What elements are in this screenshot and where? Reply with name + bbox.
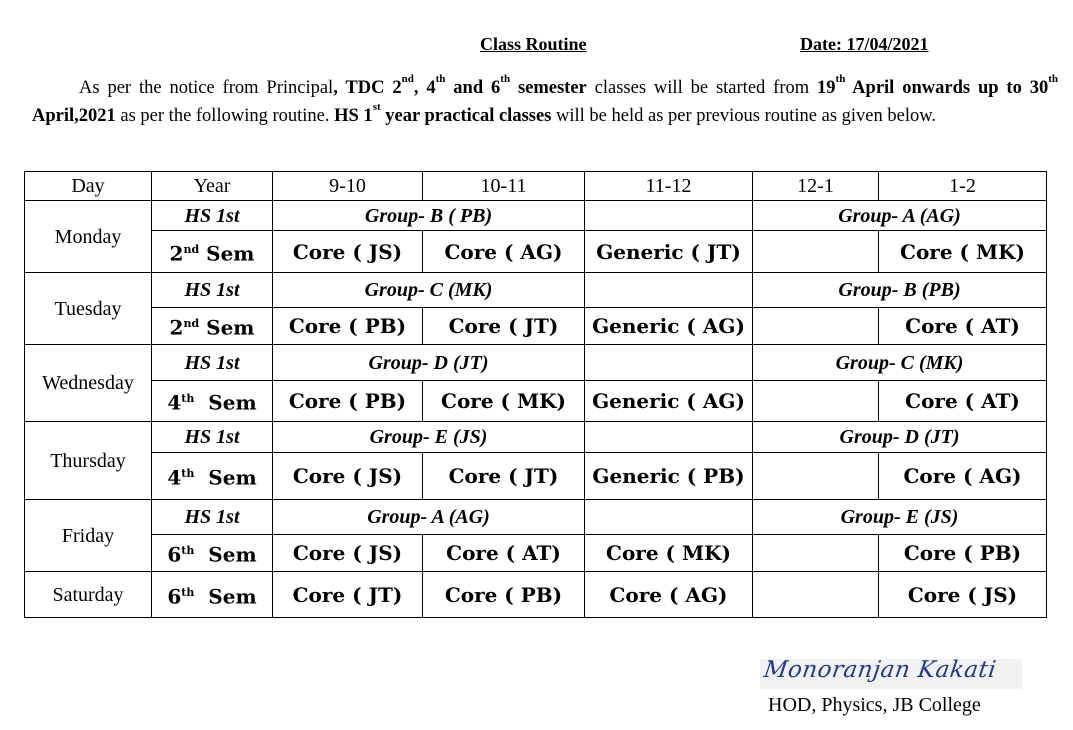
header-cell: 10-11 (423, 172, 585, 201)
day-cell: Tuesday (25, 273, 152, 345)
table-row (25, 231, 1047, 273)
year-cell: HS 1st (152, 201, 273, 231)
class-cell: Core ( AG) (423, 231, 585, 273)
empty-cell (585, 201, 753, 231)
empty-cell (585, 345, 753, 381)
notice-text: classes will be started from (586, 78, 818, 98)
class-cell: Core ( JS) (879, 572, 1047, 618)
group-cell: Group- A (AG) (273, 500, 585, 535)
class-cell: Core ( MK) (423, 381, 585, 422)
group-cell: Group- E (JS) (273, 422, 585, 453)
group-cell: Group- C (MK) (753, 345, 1047, 381)
table-row (25, 381, 1047, 422)
table-row (25, 572, 1047, 618)
table-row (25, 453, 1047, 500)
notice-text: As per the notice from Principal (79, 78, 334, 98)
class-cell: Core ( PB) (273, 308, 423, 345)
year-cell: HS 1st (152, 422, 273, 453)
day-cell: Monday (25, 201, 152, 273)
routine-date: Date: 17/04/2021 (800, 34, 929, 54)
group-cell: Group- B ( PB) (273, 201, 585, 231)
class-cell: Core ( JT) (423, 453, 585, 500)
notice-text: , 4 (413, 78, 436, 98)
class-cell: Core ( MK) (585, 535, 753, 572)
table-row (25, 201, 1047, 231)
notice-sup: th (835, 73, 846, 85)
empty-cell (753, 308, 879, 345)
class-cell: Core ( JT) (423, 308, 585, 345)
class-cell: Core ( JS) (273, 231, 423, 273)
empty-cell (753, 535, 879, 572)
year-cell (152, 535, 273, 572)
table-row (25, 273, 1047, 308)
table-row (25, 345, 1047, 381)
notice-text: and 6 (445, 78, 501, 98)
table-row (25, 308, 1047, 345)
header-cell: 11-12 (585, 172, 753, 201)
year-cell (152, 308, 273, 345)
class-cell: Core ( AT) (879, 308, 1047, 345)
notice-paragraph (32, 74, 1058, 130)
signature-caption: HOD, Physics, JB College (768, 694, 981, 716)
class-cell: Core ( AG) (585, 572, 753, 618)
class-cell: Core ( AT) (423, 535, 585, 572)
sem-suffix: th (181, 585, 195, 599)
routine-title: Class Routine (480, 34, 587, 54)
empty-cell (585, 500, 753, 535)
empty-cell (585, 273, 753, 308)
sem-label: Sem (208, 465, 257, 490)
notice-sup: nd (401, 73, 414, 85)
class-cell: Generic ( PB) (585, 453, 753, 500)
empty-cell (753, 453, 879, 500)
group-cell: Group- E (JS) (753, 500, 1047, 535)
class-cell: Core ( PB) (423, 572, 585, 618)
sem-number: 4 (167, 465, 182, 490)
signature-name: Monoranjan Kakati (762, 657, 999, 683)
empty-cell (753, 381, 879, 422)
year-cell (152, 381, 273, 422)
class-cell: Core ( JS) (273, 453, 423, 500)
notice-sup: th (500, 73, 511, 85)
header-cell: 1-2 (879, 172, 1047, 201)
class-cell: Core ( PB) (879, 535, 1047, 572)
notice-text: will be held as per previous routine as given below. (551, 106, 937, 126)
sem-suffix: th (181, 467, 195, 481)
sem-suffix: th (181, 544, 195, 558)
sem-label: Sem (208, 542, 257, 567)
sem-suffix: nd (183, 317, 200, 331)
year-cell: HS 1st (152, 273, 273, 308)
notice-text: 19 (817, 78, 836, 98)
sem-suffix: th (181, 392, 195, 406)
notice-text: semester (510, 78, 587, 98)
empty-cell (585, 422, 753, 453)
sem-number: 6 (167, 542, 182, 567)
sem-number: 6 (167, 584, 182, 609)
sem-suffix: nd (183, 242, 200, 256)
class-cell: Core ( MK) (879, 231, 1047, 273)
class-cell: Core ( JT) (273, 572, 423, 618)
table-row (25, 500, 1047, 535)
sem-number: 2 (169, 315, 184, 340)
empty-cell (753, 231, 879, 273)
group-cell: Group- B (PB) (753, 273, 1047, 308)
table-row (25, 535, 1047, 572)
year-cell (152, 572, 273, 618)
header-cell: Year (152, 172, 273, 201)
header-cell: 9-10 (273, 172, 423, 201)
group-cell: Group- D (JT) (273, 345, 585, 381)
class-cell: Core ( PB) (273, 381, 423, 422)
sem-label: Sem (208, 584, 257, 609)
class-cell: Generic ( JT) (585, 231, 753, 273)
class-cell: Core ( AG) (879, 453, 1047, 500)
day-cell: Wednesday (25, 345, 152, 422)
group-cell: Group- A (AG) (753, 201, 1047, 231)
notice-text: as per the following routine. (115, 106, 335, 126)
sem-number: 4 (167, 390, 182, 415)
year-cell: HS 1st (152, 345, 273, 381)
notice-text: , TDC 2 (333, 78, 402, 98)
table-header-row (25, 172, 1047, 201)
class-cell: Generic ( AG) (585, 308, 753, 345)
year-cell: HS 1st (152, 500, 273, 535)
group-cell: Group- C (MK) (273, 273, 585, 308)
day-cell: Friday (25, 500, 152, 572)
notice-sup: th (435, 73, 446, 85)
header-cell: 12-1 (753, 172, 879, 201)
sem-label: Sem (206, 241, 255, 266)
notice-text: April onwards up to 30 (845, 78, 1049, 98)
day-cell: Saturday (25, 572, 152, 618)
signature-image (760, 659, 1022, 689)
year-cell (152, 453, 273, 500)
day-cell: Thursday (25, 422, 152, 500)
empty-cell (753, 572, 879, 618)
notice-text: HS 1 (334, 106, 373, 126)
header-cell: Day (25, 172, 152, 201)
sem-number: 2 (169, 241, 184, 266)
class-cell: Core ( AT) (879, 381, 1047, 422)
class-cell: Generic ( AG) (585, 381, 753, 422)
table-row (25, 422, 1047, 453)
class-cell: Core ( JS) (273, 535, 423, 572)
routine-table (24, 171, 1047, 618)
notice-text: April,2021 (32, 106, 116, 126)
group-cell: Group- D (JT) (753, 422, 1047, 453)
notice-text: year practical classes (380, 106, 552, 126)
notice-sup: st (372, 101, 381, 113)
sem-label: Sem (208, 390, 257, 415)
notice-sup: th (1048, 73, 1059, 85)
sem-label: Sem (206, 315, 255, 340)
year-cell (152, 231, 273, 273)
